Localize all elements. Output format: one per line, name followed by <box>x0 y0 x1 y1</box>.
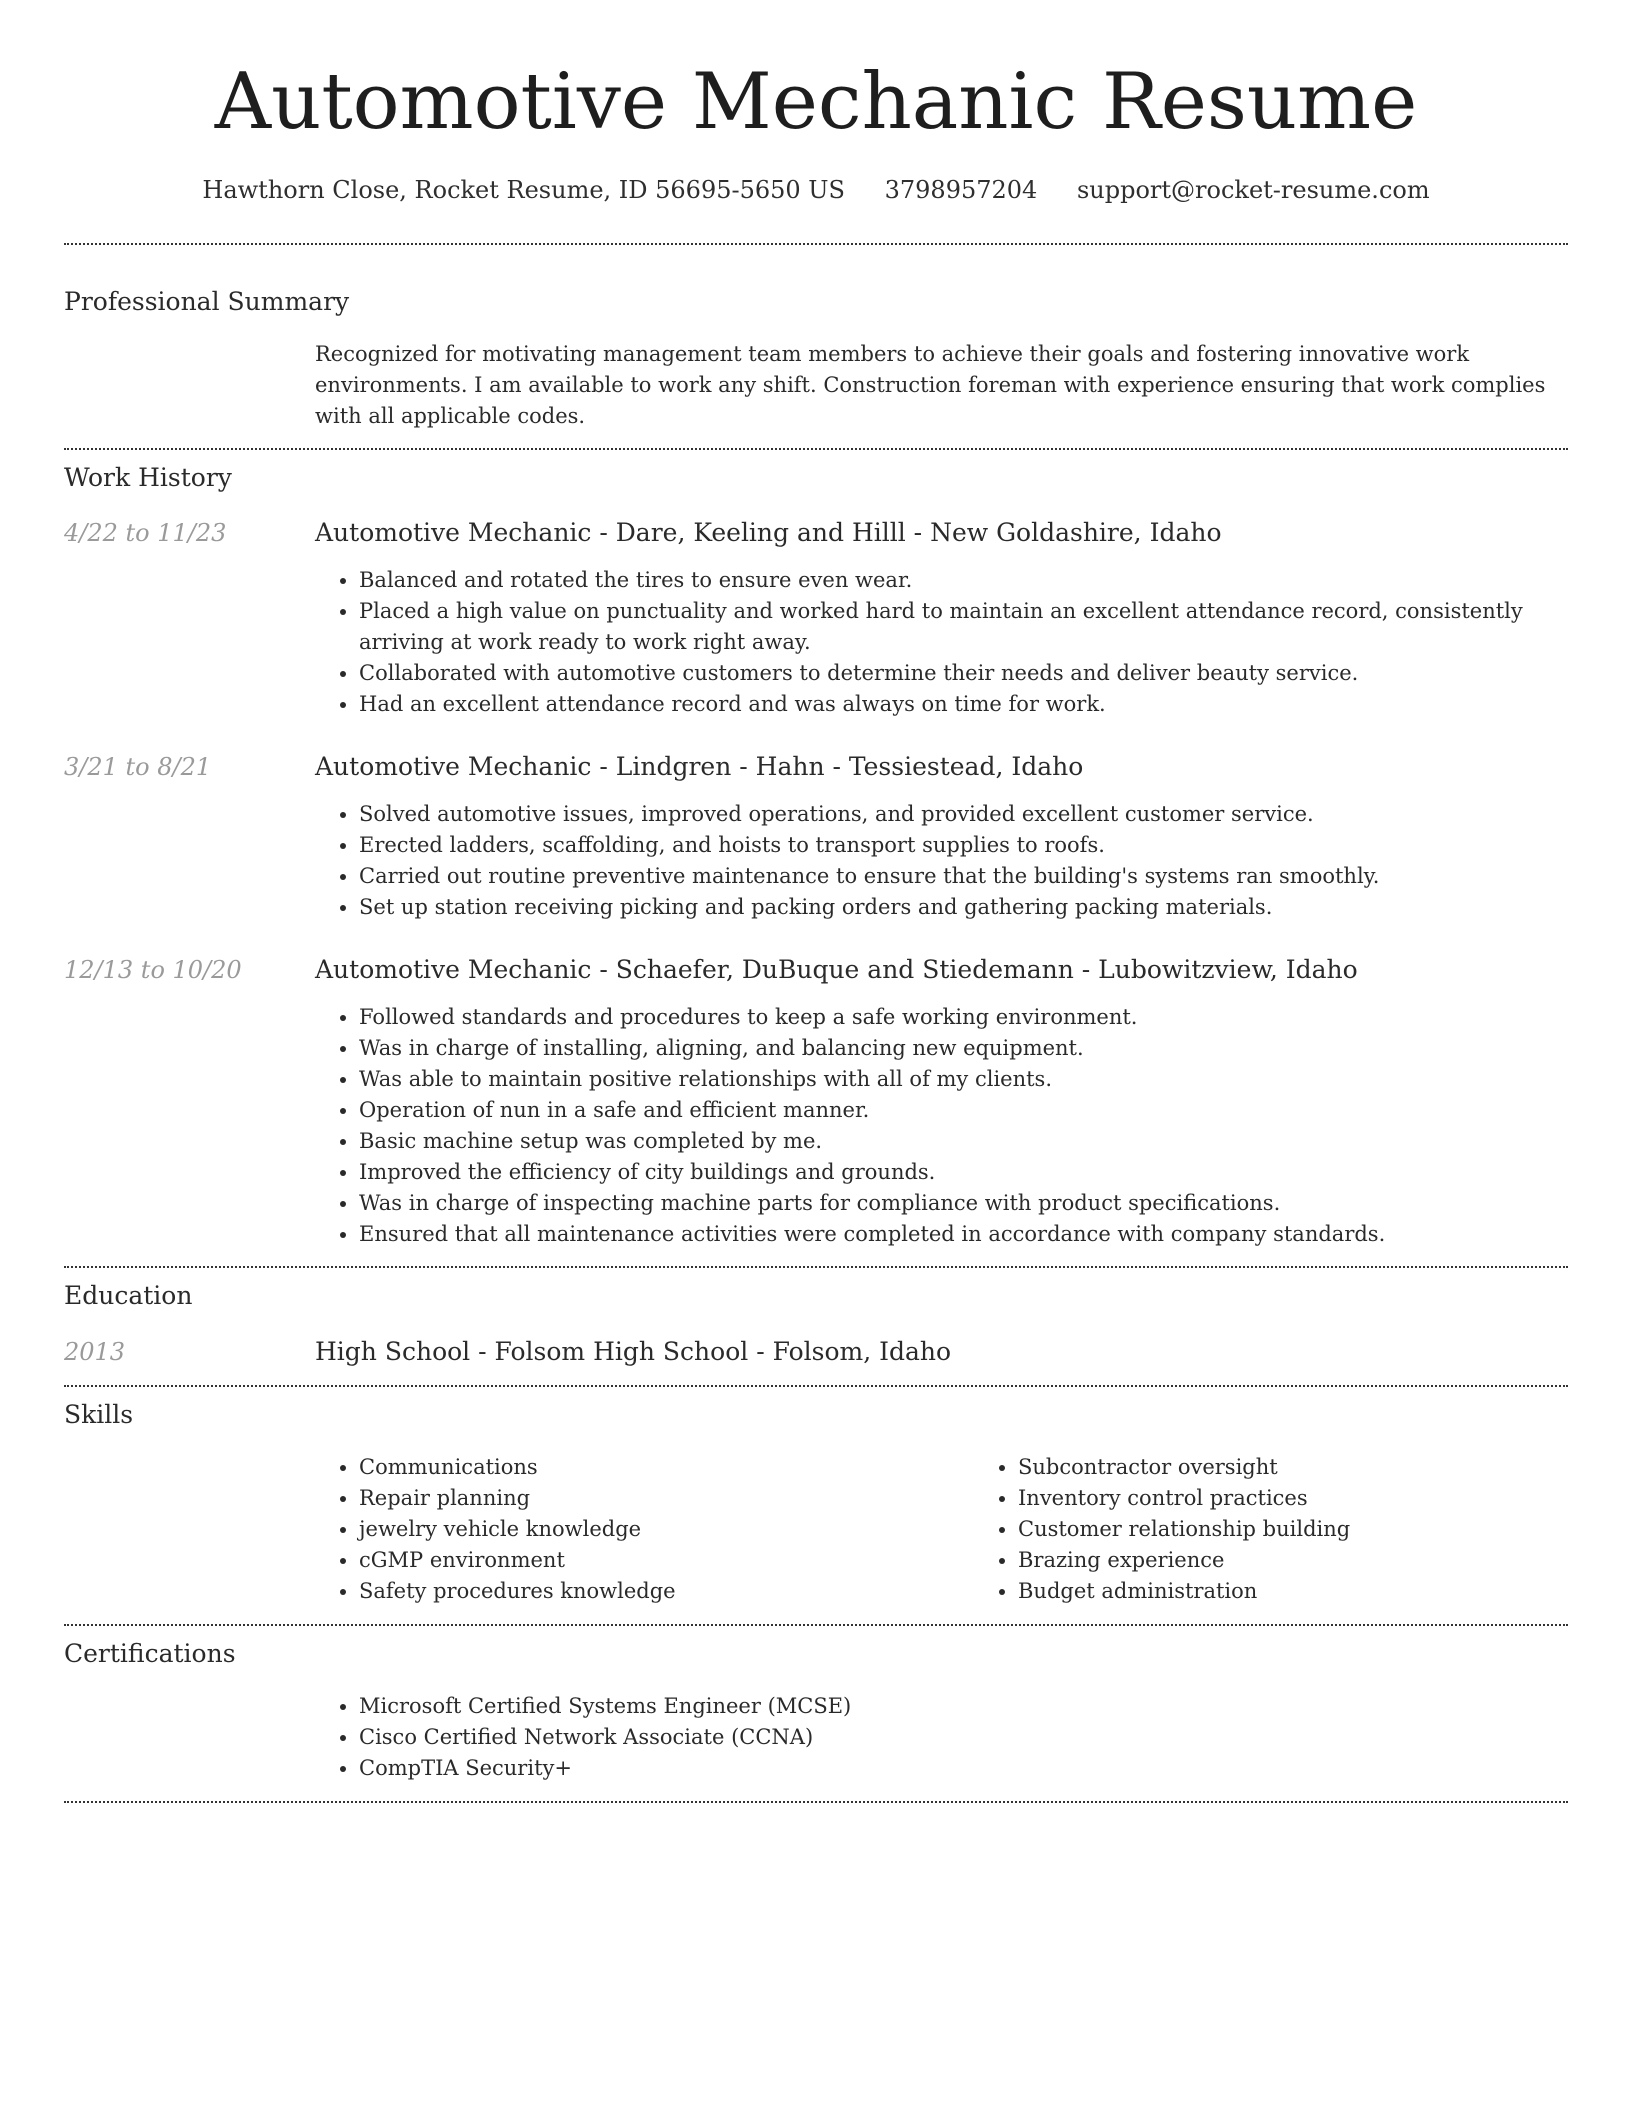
education-entry <box>64 1336 1568 1368</box>
job-bullet: • Carried out routine preventive maintenance to ensure that the building's systems ran smoothly. <box>359 861 1568 892</box>
contact-address: Hawthorn Close, Rocket Resume, ID 56695-5650 US <box>202 176 845 204</box>
education-heading: High School - Folsom High School - Folsom, Idaho <box>315 1337 952 1366</box>
resume-page <box>64 0 1568 1803</box>
certifications-section <box>64 1638 1568 1784</box>
job-bullet: • Ensured that all maintenance activities were completed in accordance with company standards. <box>359 1219 1568 1250</box>
summary-section <box>64 286 1568 432</box>
job-bullet: • Basic machine setup was completed by me. <box>359 1126 1568 1157</box>
work-history-section <box>64 462 1568 1250</box>
resume-title: Automotive Mechanic Resume <box>214 57 1418 147</box>
section-title-skills: Skills <box>64 1400 134 1429</box>
contact-email: support@rocket-resume.com <box>1076 176 1430 204</box>
job-bullets <box>315 1002 1568 1250</box>
section-title-certifications: Certifications <box>64 1639 236 1668</box>
skills-section <box>64 1399 1568 1607</box>
job-bullet: • Was able to maintain positive relationships with all of my clients. <box>359 1064 1568 1095</box>
education-year: 2013 <box>64 1338 126 1366</box>
job-bullets <box>315 565 1568 720</box>
divider <box>64 1385 1568 1387</box>
contact-phone: 3798957204 <box>884 176 1038 204</box>
job-bullet: • Was in charge of installing, aligning, and balancing new equipment. <box>359 1033 1568 1064</box>
skill-item: • Inventory control practices <box>1018 1483 1632 1514</box>
certification-item: • Microsoft Certified Systems Engineer (MCSE) <box>359 1691 1568 1722</box>
section-title-work-history: Work History <box>64 463 232 492</box>
skill-item: • cGMP environment <box>359 1545 974 1576</box>
job-bullet: • Improved the efficiency of city buildings and grounds. <box>359 1157 1568 1188</box>
divider <box>64 448 1568 450</box>
job-bullet: • Followed standards and procedures to keep a safe working environment. <box>359 1002 1568 1033</box>
job-entry <box>64 751 1568 923</box>
job-bullet: • Solved automotive issues, improved operations, and provided excellent customer service. <box>359 799 1568 830</box>
certification-item: • Cisco Certified Network Associate (CCNA) <box>359 1722 1568 1753</box>
section-title-education: Education <box>64 1281 193 1310</box>
job-heading: Automotive Mechanic - Dare, Keeling and Hilll - New Goldashire, Idaho <box>315 518 1222 547</box>
certifications-list <box>315 1691 1568 1784</box>
job-bullet: • Had an excellent attendance record and was always on time for work. <box>359 689 1568 720</box>
skill-item: • Communications <box>359 1452 974 1483</box>
job-bullet: • Set up station receiving picking and packing orders and gathering packing materials. <box>359 892 1568 923</box>
job-bullet: • Balanced and rotated the tires to ensure even wear. <box>359 565 1568 596</box>
job-dates: 4/22 to 11/23 <box>64 519 227 547</box>
job-dates: 3/21 to 8/21 <box>64 753 212 781</box>
skills-list-left <box>315 1452 974 1607</box>
skills-list-right <box>974 1452 1632 1607</box>
skill-item: • Budget administration <box>1018 1576 1632 1607</box>
skill-item: • Subcontractor oversight <box>1018 1452 1632 1483</box>
divider <box>64 1624 1568 1626</box>
section-title-summary: Professional Summary <box>64 287 350 316</box>
skill-item: • Safety procedures knowledge <box>359 1576 974 1607</box>
skill-item: • Brazing experience <box>1018 1545 1632 1576</box>
skill-item: • Repair planning <box>359 1483 974 1514</box>
job-bullet: • Operation of nun in a safe and efficient manner. <box>359 1095 1568 1126</box>
skill-item: • Customer relationship building <box>1018 1514 1632 1545</box>
skill-item: • jewelry vehicle knowledge <box>359 1514 974 1545</box>
job-bullet: • Collaborated with automotive customers to determine their needs and deliver beauty service. <box>359 658 1568 689</box>
job-bullet: • Erected ladders, scaffolding, and hoists to transport supplies to roofs. <box>359 830 1568 861</box>
job-bullets <box>315 799 1568 923</box>
job-dates: 12/13 to 10/20 <box>64 956 242 984</box>
job-heading: Automotive Mechanic - Lindgren - Hahn - Tessiestead, Idaho <box>315 752 1084 781</box>
education-section <box>64 1280 1568 1368</box>
divider <box>64 1266 1568 1268</box>
divider <box>64 243 1568 245</box>
certification-item: • CompTIA Security+ <box>359 1753 1568 1784</box>
job-entry <box>64 517 1568 720</box>
contact-line <box>64 174 1568 206</box>
job-bullet: • Was in charge of inspecting machine parts for compliance with product specifications. <box>359 1188 1568 1219</box>
job-entry <box>64 954 1568 1250</box>
summary-text: Recognized for motivating management team members to achieve their goals and fostering innovative work environments. I am available to work any shift. Construction foreman with experience ensuring that work complies with all applicable codes. <box>315 342 1546 428</box>
divider <box>64 1801 1568 1803</box>
job-heading: Automotive Mechanic - Schaefer, DuBuque and Stiedemann - Lubowitzview, Idaho <box>315 955 1358 984</box>
job-bullet: • Placed a high value on punctuality and worked hard to maintain an excellent attendance record, consistently arriving at work ready to work right away. <box>359 596 1568 658</box>
